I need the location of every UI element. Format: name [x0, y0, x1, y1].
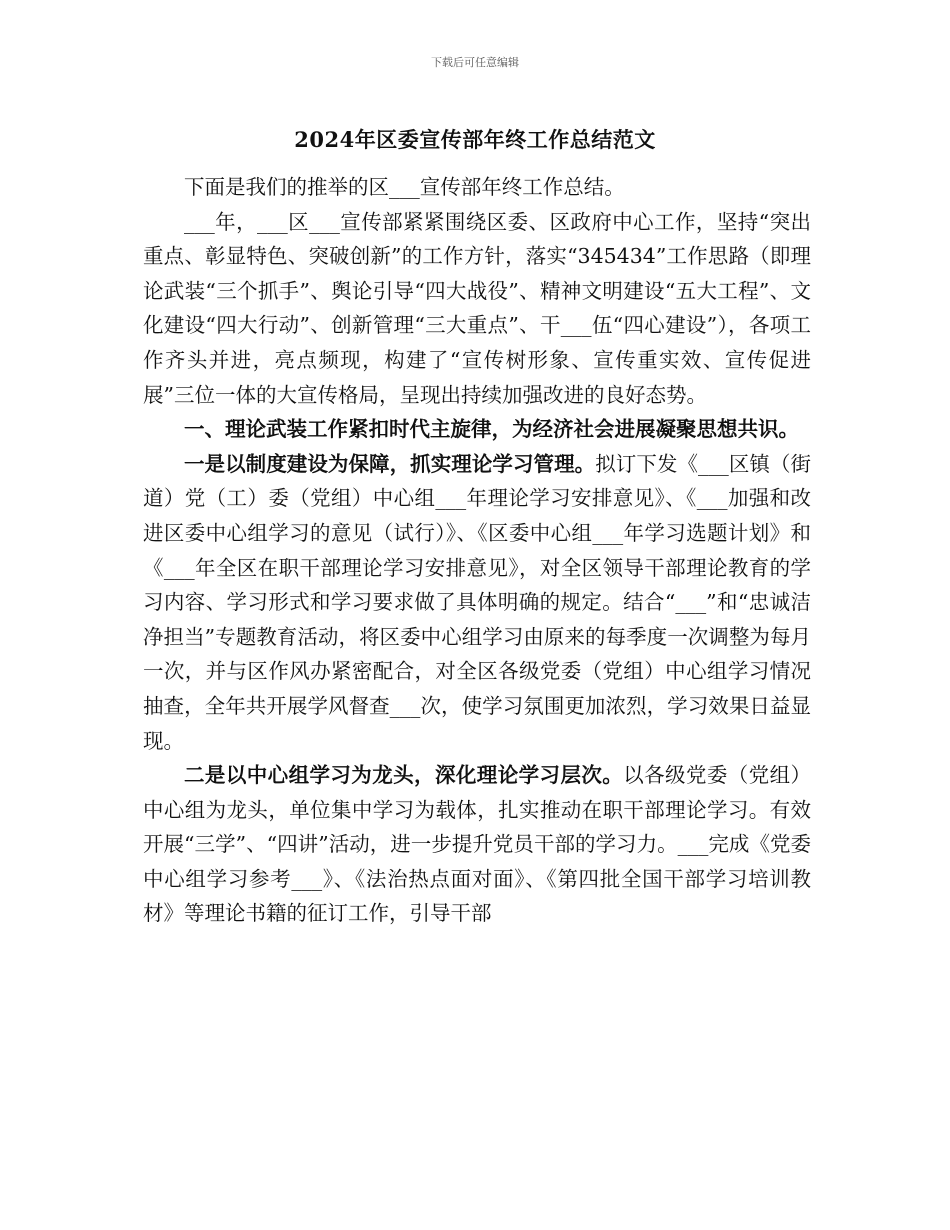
paragraph-intro: 下面是我们的推举的区___宣传部年终工作总结。 [184, 175, 625, 199]
section-heading-1: 一、理论武装工作紧扣时代主旋律，为经济社会进展凝聚思想共识。 [184, 417, 799, 442]
paragraph-point-1-lead: 一是以制度建设为保障，抓实理论学习管理。 [184, 451, 596, 476]
document-body [143, 170, 811, 931]
paragraph-summary: ___年，___区___宣传部紧紧围绕区委、区政府中心工作，坚持“突出重点、彰显特色、突破创新”的工作方针，落实“345434”工作思路（即理论武装“三个抓手”、舆论引导“四大战役”、精神文明建设“五大工程”、文化建设“四大行动”、创新管理“三大重点”、干___伍“四心建设”），各项工作齐头并进，亮点频现，构建了“宣传树形象、宣传重实效、宣传促进展”三位一体的大宣传格局，呈现出持续加强改进的良好态势。 [143, 209, 811, 407]
paragraph-point-1-text: 拟订下发《___区镇（街道）党（工）委（党组）中心组___年理论学习安排意见》、《___加强和改进区委中心组学习的意见（试行）》、《区委中心组___年学习选题计划》和《___年全区在职干部理论学习安排意见》，对全区领导干部理论教育的学习内容、学习形式和学习要求做了具体明确的规定。结合“___”和“忠诚洁净担当”专题教育活动，将区委中心组学习由原来的每季度一次调整为每月一次，并与区作风办紧密配合，对全区各级党委（党组）中心组学习情况抽查，全年共开展学风督查___次，使学习氛围更加浓烈，学习效果日益显现。 [143, 451, 812, 753]
paragraph-point-2-lead: 二是以中心组学习为龙头，深化理论学习层次。 [184, 763, 624, 788]
paragraph-point-1 [143, 447, 811, 758]
paragraph-point-2 [143, 758, 811, 931]
document-title: 2024年区委宣传部年终工作总结范文 [294, 127, 656, 152]
header-note: 下载后可任意编辑 [431, 56, 519, 69]
paragraph-point-2-text: 以各级党委（党组）中心组为龙头，单位集中学习为载体，扎实推动在职干部理论学习。有效开展“三学”、“四讲”活动，进一步提升党员干部的学习力。___完成《党委中心组学习参考___》、《法治热点面对面》、《第四批全国干部学习培训教材》等理论书籍的征订工作，引导干部 [143, 763, 812, 926]
